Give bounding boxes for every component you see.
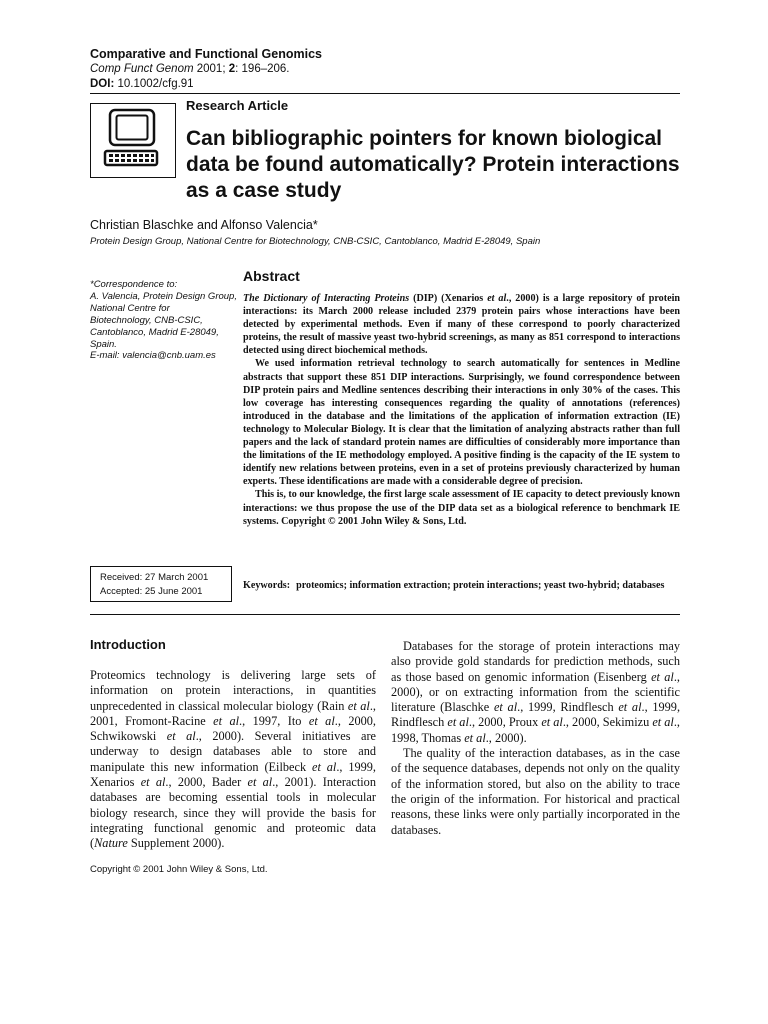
article-type: Research Article	[186, 98, 289, 113]
keywords	[243, 579, 680, 592]
citation-pages: : 196–206.	[235, 63, 290, 75]
accepted-date: Accepted: 25 June 2001	[100, 586, 203, 597]
abstract-paragraph: We used information retrieval technology to search automatically for sentences in Medline abstracts that support these 851 DIP interactions. Surprisingly, we found correspondence between DIP protein pairs and Medline sentences describing their interactions in only 30% of the cases. This low coverage has interesting consequences regarding the quality of annotations (references) introduced in the database and the limitations of the application of information extraction (IE) technology to Molecular Biology. It is clear that the limitation of analyzing abstracts rather than full papers and the lack of standard protein names are difficulties of considerably more importance than the limitations of the IE methodology employed. A positive finding is the capacity of the IE system to identify new relations between proteins, even in a set of proteins previously characterized by human experts. These identifications are made with a considerable degree of precision.	[243, 358, 680, 488]
abstract-database-name: The Dictionary of Interacting Proteins	[243, 293, 410, 304]
header-rule	[90, 93, 680, 94]
computer-icon	[90, 103, 176, 178]
keywords-label: Keywords:	[243, 580, 291, 591]
abstract-paragraph: This is, to our knowledge, the first large scale assessment of IE capacity to detect previously known interactions: we thus propose the use of the DIP data set as a biological reference to benchmark IE systems. Copyright © 2001 John Wiley & Sons, Ltd.	[243, 489, 680, 527]
doi-label: DOI:	[90, 78, 115, 90]
dates-box	[90, 566, 232, 602]
introduction-heading: Introduction	[90, 637, 166, 652]
abstract-text: ., 2000) is a large repository of protein interactions: its March 2000 release included 2379 protein pairs whose interactions have been detected by experimental methods. Even if many of these correspond to poorly characterized proteins, the result of massive yeast two-hybrid screenings, as many as 851 correspond to interactions detected using direct biochemical methods.	[243, 293, 680, 357]
abstract-body	[243, 292, 680, 528]
correspondence-line: A. Valencia, Protein Design Group,	[90, 290, 237, 302]
abstract-text: (DIP) (Xenarios	[409, 293, 488, 304]
keywords-text: proteomics; information extraction; protein interactions; yeast two-hybrid; databases	[296, 580, 665, 591]
right-column	[391, 639, 680, 838]
abstract-paragraph	[243, 292, 680, 357]
doi	[90, 78, 194, 90]
correspondence-line: Cantoblanco, Madrid E-28049,	[90, 326, 219, 338]
affiliation: Protein Design Group, National Centre for Biotechnology, CNB-CSIC, Cantoblanco, Madrid E-28049, Spain	[90, 236, 541, 247]
received-date: Received: 27 March 2001	[100, 572, 209, 583]
footer-copyright: Copyright © 2001 John Wiley & Sons, Ltd.	[90, 864, 268, 875]
computer-icon-graphic	[91, 104, 175, 177]
body-paragraph: The quality of the interaction databases, as in the case of the sequence databases, depends not only on the quality of the information stored, but also on the ability to trace the origin of the information. For historical and practical reasons, these links were only partially incorporated in the databases.	[391, 746, 680, 837]
correspondence-block	[90, 279, 240, 362]
doi-value[interactable]: 10.1002/cfg.91	[117, 78, 194, 90]
journal-name: Comparative and Functional Genomics	[90, 47, 322, 61]
body-paragraph: Databases for the storage of protein interactions may also provide gold standards for prediction methods, such as those based on genomic information (Eisenberg et al., 2000), or on extracting information from the scientific literature (Blaschke et al., 1999, Rindflesch et al., 1999, Rindflesch et al., 2000, Proux et al., 2000, Sekimizu et al., 1998, Thomas et al., 2000).	[391, 639, 681, 745]
correspondence-email[interactable]: E-mail: valencia@cnb.uam.es	[90, 350, 216, 362]
authors: Christian Blaschke and Alfonso Valencia*	[90, 218, 318, 232]
section-rule	[90, 614, 680, 615]
journal-citation	[90, 63, 290, 75]
correspondence-line: *Correspondence to:	[90, 279, 178, 290]
correspondence-line: Biotechnology, CNB-CSIC,	[90, 314, 203, 326]
citation-volume: 2	[228, 63, 236, 75]
article-title: Can bibliographic pointers for known biological data be found automatically? Protein interactions as a case study	[186, 127, 680, 202]
abstract-heading: Abstract	[243, 268, 300, 284]
left-column	[90, 668, 376, 852]
citation-journal-abbrev: Comp Funct Genom	[90, 63, 194, 75]
body-paragraph: Proteomics technology is delivering large sets of information on protein interactions, in quantities unprecedented in classical molecular biology (Rain et al., 2001, Fromont-Racine et al., 1997, Ito et al., 2000, Schwikowski et al., 2000). Several initiatives are underway to design databases able to store and manipulate this new information (Eilbeck et al., 1999, Xenarios et al., 2000, Bader et al., 2001). Interaction databases are becoming essential tools in molecular biology research, since they will provide the basis for integrating functional genomic and proteomic data (Nature Supplement 2000).	[90, 668, 377, 851]
correspondence-line: National Centre for	[90, 302, 170, 314]
citation-year: 2001;	[196, 63, 226, 75]
correspondence-line: Spain.	[90, 338, 117, 350]
et-al: et al	[487, 293, 507, 304]
